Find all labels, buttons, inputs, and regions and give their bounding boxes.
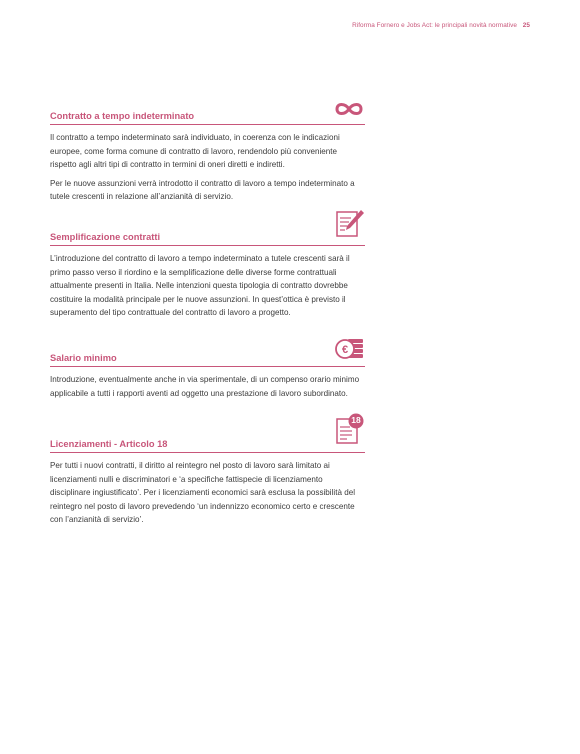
svg-text:€: € xyxy=(341,344,349,356)
euro-coins-icon xyxy=(335,337,365,364)
running-header xyxy=(352,22,530,29)
article-18-document-icon xyxy=(335,413,365,450)
page-number: 25 xyxy=(522,22,530,29)
section-header xyxy=(50,223,365,246)
document-pen-icon xyxy=(335,208,365,243)
paragraph: Introduzione, eventualmente anche in via sperimentale, di un compenso orario minimo applicabile a tutti i rapporti aventi ad oggetto una prestazione di lavoro subordinato. xyxy=(50,375,360,398)
section-header xyxy=(50,344,365,367)
paragraph: Per tutti i nuovi contratti, il diritto al reintegro nel posto di lavoro sarà limitato ai licenziamenti nulli e discriminatori e ‘a specifiche fattispecie di licenziamento disciplinare ingiustificato’. Per i licenziamenti economici sarà esclusa la possibilità del reintegro nel posto di lavoro prevedendo ‘un indennizzo economico certo e crescente con l’anzianità di servizio’. xyxy=(50,461,356,525)
section-header xyxy=(50,102,365,125)
section-title: Licenziamenti - Articolo 18 xyxy=(50,439,168,449)
section-licenziamenti xyxy=(50,415,365,527)
section-title: Salario minimo xyxy=(50,353,117,363)
paragraph: L’introduzione del contratto di lavoro a tempo indeterminato a tutele crescenti sarà il primo passo verso il riordino e la semplificazione delle diverse forme contrattuali attualmente presenti in Italia. Nelle intenzioni questa tipologia di contratto dovrebbe costituire la modalità principale per le nuove assunzioni. In quest’ottica è previsto il superamento del tipo contrattuale del contratto di lavoro a progetto. xyxy=(50,254,350,318)
section-title: Semplificazione contratti xyxy=(50,232,161,242)
section-contratto-indeterminato xyxy=(50,102,365,204)
paragraph: Per le nuove assunzioni verrà introdotto il contratto di lavoro a tempo indeterminato a tutele crescenti in relazione all’anzianità di servizio. xyxy=(50,178,355,202)
section-salario-minimo xyxy=(50,344,365,400)
article-badge: 18 xyxy=(351,415,361,425)
section-header xyxy=(50,415,365,453)
paragraph: Il contratto a tempo indeterminato sarà individuato, in coerenza con le indicazioni europee, come forma comune di contratto di lavoro, rendendolo più conveniente rispetto agli altri tipi di contratto in termini di oneri diretti e indiretti. xyxy=(50,133,340,170)
infinity-icon xyxy=(333,101,365,122)
section-semplificazione-contratti xyxy=(50,223,365,320)
running-title: Riforma Fornero e Jobs Act: le principali novità normative xyxy=(352,22,517,29)
section-title: Contratto a tempo indeterminato xyxy=(50,111,195,121)
